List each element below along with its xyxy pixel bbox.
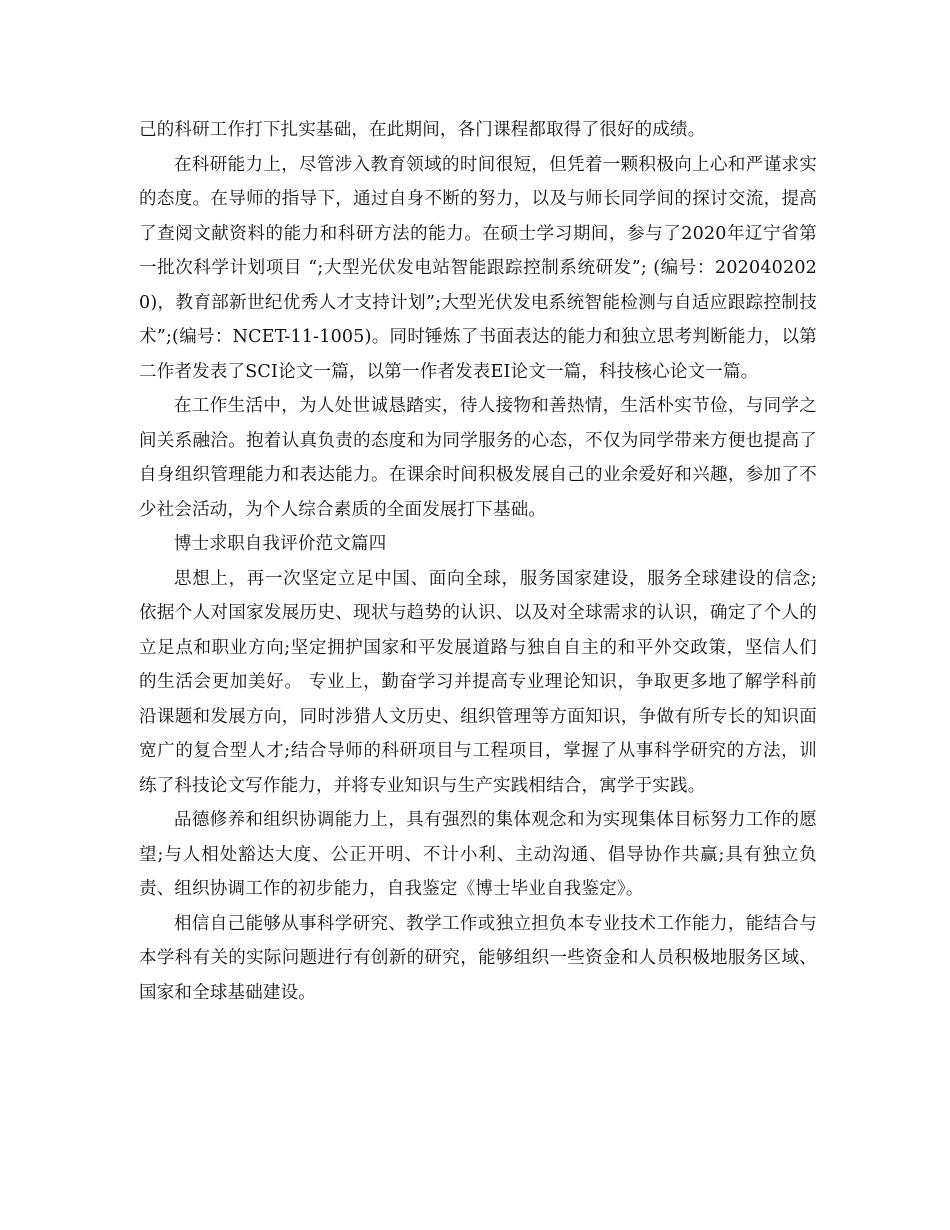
paragraph-research-ability: 在科研能力上，尽管涉入教育领域的时间很短，但凭着一颗积极向上心和严谨求实的态度。在导师的指导下，通过自身不断的努力，以及与师长同学间的探讨交流，提高了查阅文献资料的能力和科研方法的能力。在硕士学习期间，参与了2020年辽宁省第一批次科学计划项目 “;大型光伏发电站智能跟踪控制系统研发”; (编号：2020402020)，教育部新世纪优秀人才支持计划”;大型光伏发电系统智能检测与自适应跟踪控制技术”;(编号：NCET-11-1005)。同时锤炼了书面表达的能力和独立思考判断能力，以第二作者发表了SCI论文一篇，以第一作者发表EI论文一篇，科技核心论文一篇。 xyxy=(139,154,817,382)
document-body xyxy=(139,113,817,1010)
paragraph-self-confidence: 相信自己能够从事科学研究、教学工作或独立担负本专业技术工作能力，能结合与本学科有关的实际问题进行有创新的研究，能够组织一些资金和人员积极地服务区域、国家和全球基础建设。 xyxy=(139,913,817,1003)
paragraph-continuation: 己的科研工作打下扎实基础，在此期间，各门课程都取得了很好的成绩。 xyxy=(139,120,706,140)
paragraph-thought-and-profession: 思想上，再一次坚定立足中国、面向全球，服务国家建设，服务全球建设的信念;依据个人对国家发展历史、现状与趋势的认识、以及对全球需求的认识，确定了个人的立足点和职业方向;坚定拥护国家和平发展道路与独自自主的和平外交政策，坚信人们的生活会更加美好。 专业上，勤奋学习并提高专业理论知识，争取更多地了解学科前沿课题和发展方向，同时涉猎人文历史、组织管理等方面知识，争做有所专长的知识面宽广的复合型人才;结合导师的科研项目与工程项目，掌握了从事科学研究的方法，训练了科技论文写作能力，并将专业知识与生产实践相结合，寓学于实践。 xyxy=(139,568,817,796)
paragraph-morality-coordination: 品德修养和组织协调能力上，具有强烈的集体观念和为实现集体目标努力工作的愿望;与人相处豁达大度、公正开明、不计小利、主动沟通、倡导协作共赢;具有独立负责、组织协调工作的初步能力，自我鉴定《博士毕业自我鉴定》。 xyxy=(139,810,817,899)
section-heading: 博士求职自我评价范文篇四 xyxy=(174,534,387,554)
paragraph-work-life: 在工作生活中，为人处世诚恳踏实，待人接物和善热情，生活朴实节俭，与同学之间关系融洽。抱着认真负责的态度和为同学服务的心态，不仅为同学带来方便也提高了自身组织管理能力和表达能力。在课余时间积极发展自己的业余爱好和兴趣，参加了不少社会活动，为个人综合素质的全面发展打下基础。 xyxy=(139,396,817,520)
